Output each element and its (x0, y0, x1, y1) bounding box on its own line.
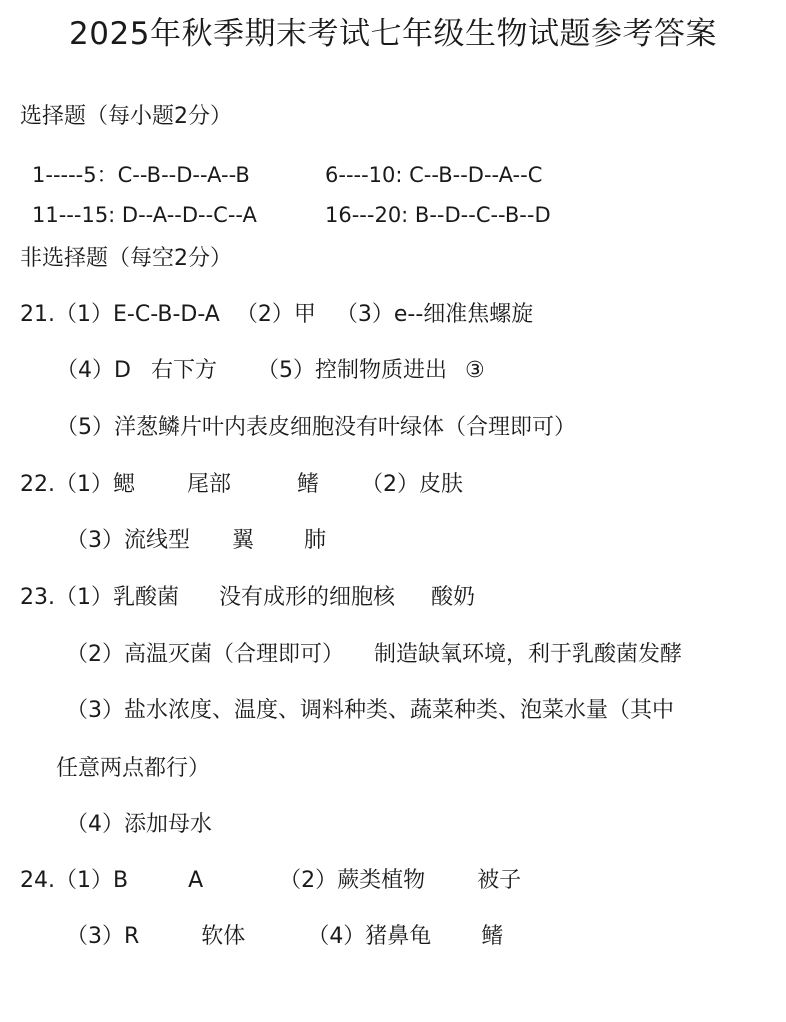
answer-part: ③ (464, 358, 485, 383)
answer-part: （4）D (56, 358, 131, 383)
answer-part: 制造缺氧环境，利于乳酸菌发酵 (374, 642, 683, 667)
q23-line-5: （4）添加母水 (66, 812, 212, 837)
answer-part: （1）鳃 (55, 472, 135, 497)
answer-part: （3）R (66, 924, 140, 949)
answer-part: （2）皮肤 (361, 472, 464, 497)
answer-part: 被子 (477, 868, 522, 893)
q23-line-3: （3）盐水浓度、温度、调料种类、蔬菜种类、泡菜水量（其中 (66, 698, 674, 723)
answer-part: 鳍 (297, 472, 320, 497)
choice-answers-16-20: 16---20: B--D--C--B--D (325, 203, 551, 227)
q23-line-2 (66, 640, 682, 670)
question-number: 22. (20, 472, 55, 497)
q22-line-1 (20, 470, 463, 500)
choice-section-header: 选择题（每小题2分） (20, 104, 232, 129)
question-number: 23. (20, 585, 55, 610)
q21-line-1 (20, 300, 533, 330)
question-number: 24. (20, 868, 55, 893)
q24-line-1 (20, 866, 521, 896)
q23-line-1 (20, 583, 475, 613)
page-title: 2025年秋季期末考试七年级生物试题参考答案 (69, 16, 717, 52)
answer-part: 尾部 (187, 472, 232, 497)
answer-part: （1）E-C-B-D-A (55, 302, 220, 327)
q23-line-4: 任意两点都行） (56, 756, 211, 781)
answer-part: （5）控制物质进出 (256, 358, 447, 383)
q22-line-2 (66, 526, 326, 556)
choice-answers-6-10: 6----10: C--B--D--A--C (325, 163, 543, 187)
nonchoice-section-header: 非选择题（每空2分） (20, 246, 232, 271)
choice-answers-1-5: 1-----5：C--B--D--A--B (32, 163, 250, 187)
answer-part: 没有成形的细胞核 (219, 585, 396, 610)
answer-part: （2）蕨类植物 (279, 868, 426, 893)
answer-part: （2）高温灭菌（合理即可） (66, 642, 344, 667)
answer-part: A (188, 868, 204, 893)
answer-part: 鳍 (481, 924, 504, 949)
answer-part: （1）B (55, 868, 129, 893)
answer-part: 软体 (201, 924, 246, 949)
answer-part: （4）猪鼻龟 (307, 924, 432, 949)
q21-line-2 (56, 356, 485, 386)
q21-line-3: （5）洋葱鳞片叶内表皮细胞没有叶绿体（合理即可） (56, 415, 576, 440)
question-number: 21. (20, 302, 55, 327)
answer-part: 肺 (304, 528, 327, 553)
answer-part: （2）甲 (235, 302, 316, 327)
answer-part: （3）流线型 (66, 528, 190, 553)
answer-part: 右下方 (150, 358, 217, 383)
choice-answers-11-15: 11---15: D--A--D--C--A (32, 203, 257, 227)
answer-part: （3）e--细准焦螺旋 (335, 302, 534, 327)
answer-part: 翼 (232, 528, 255, 553)
answer-part: （1）乳酸菌 (55, 585, 179, 610)
q24-line-2 (66, 922, 503, 952)
answer-part: 酸奶 (431, 585, 476, 610)
